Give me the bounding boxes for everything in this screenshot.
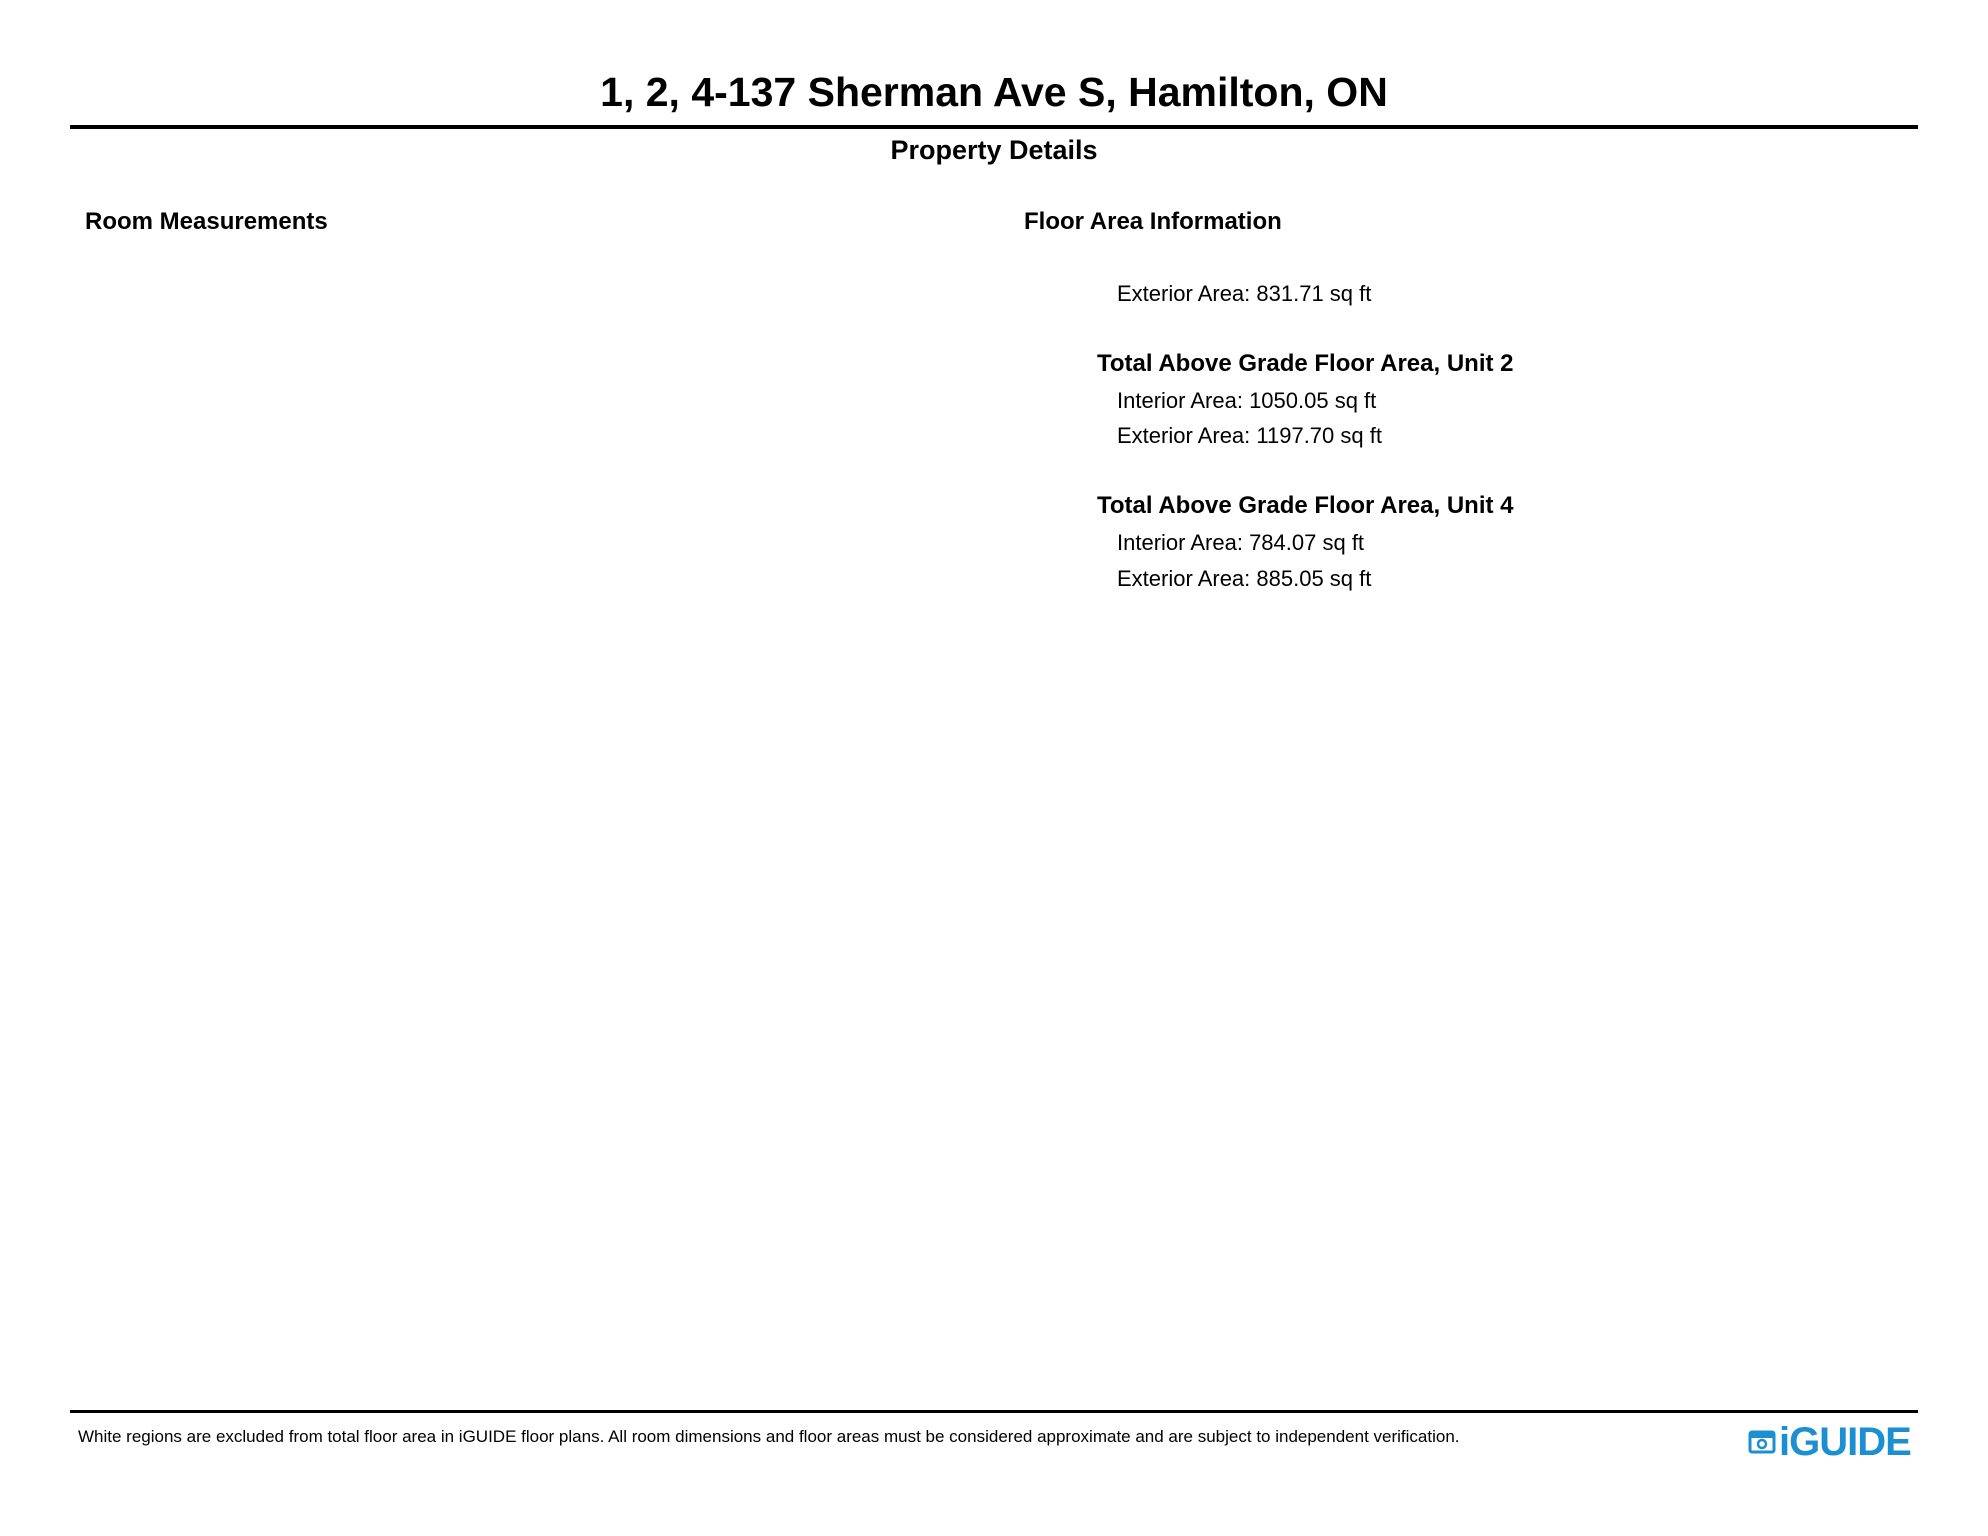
iguide-logo (1748, 1421, 1911, 1463)
page-title: 1, 2, 4-137 Sherman Ave S, Hamilton, ON (600, 69, 1388, 115)
unit-4-exterior-area: Exterior Area: 885.05 sq ft (1117, 566, 1372, 591)
exterior-area-line: Exterior Area: 831.71 sq ft (1117, 281, 1372, 306)
room-measurements-heading: Room Measurements (85, 208, 328, 235)
footer-disclaimer: White regions are excluded from total floor area in iGUIDE floor plans. All room dimensions and floor areas must be considered approximate and are subject to independent verification. (78, 1427, 1460, 1446)
unit-2-area-title: Total Above Grade Floor Area, Unit 2 (1097, 350, 1514, 377)
page-subtitle: Property Details (890, 135, 1098, 165)
unit-4-interior-area: Interior Area: 784.07 sq ft (1117, 530, 1365, 555)
header-divider (70, 125, 1918, 129)
unit-4-area-title: Total Above Grade Floor Area, Unit 4 (1097, 492, 1514, 519)
floor-area-heading: Floor Area Information (1024, 208, 1282, 235)
iguide-logo-text: iGUIDE (1779, 1420, 1911, 1464)
iguide-camera-icon (1748, 1428, 1776, 1456)
unit-2-interior-area: Interior Area: 1050.05 sq ft (1117, 388, 1377, 413)
unit-2-exterior-area: Exterior Area: 1197.70 sq ft (1117, 423, 1382, 448)
footer-divider (70, 1410, 1918, 1413)
